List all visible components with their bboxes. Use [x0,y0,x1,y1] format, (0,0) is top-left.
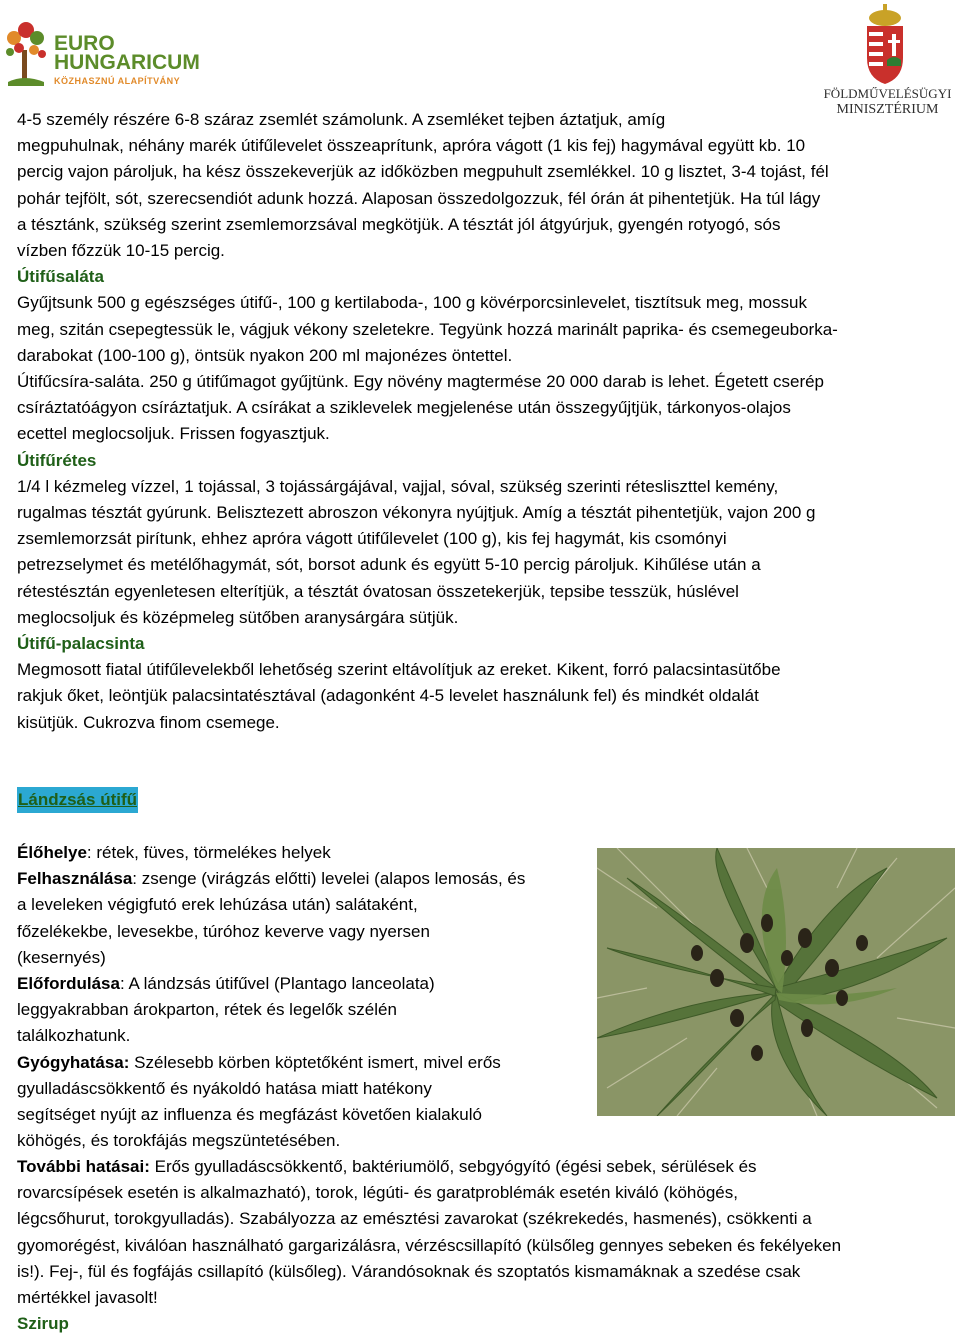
fact-text: találkozhatunk. [17,1026,131,1046]
plant-image [597,848,955,1116]
logo-text-alapitvany: KÖZHASZNÚ ALAPÍTVÁNY [54,76,181,86]
recipe-line: Gyűjtsunk 500 g egészséges útifű-, 100 g kertilaboda-, 100 g kövérporcsinlevelet, tisztítsuk meg, mossuk [17,293,807,313]
further-line: rovarcsípések esetén is alkalmazható), torok, légúti- és garatproblémák esetén kiváló (köhögés, [17,1183,738,1203]
recipe-line: petrezselymet és metélőhagymát, sót, borsot adunk és együtt 5-10 percig pároljuk. Kihűlése után a [17,555,761,575]
further-line: gyomorégést, kiválóan használható gargarizálásra, vérzéscsillapító (külsőleg gennyes sebeken és fekélyeken [17,1235,842,1255]
fact-usage [17,866,597,892]
logo-text-miniszterium: MINISZTÉRIUM [836,102,939,117]
logo-text-hungaricum: HUNGARICUM [54,51,200,74]
intro-line: a tésztánk, szükség szerint zsemlemorzsával megkötjük. A tésztát jól átgyúrjuk, gyengén rotyogó, sós [17,214,781,234]
intro-line: pohár tejfölt, sót, szerecsendiót adunk hozzá. Alaposan összedolgozzuk, fél órán át pihentetjük. Ha túl lágy [17,188,821,208]
fact-label: Gyógyhatása: [17,1052,130,1072]
fact-text: köhögés, és torokfájás megszüntetésében. [17,1131,341,1151]
further-line [17,1154,952,1180]
recipe-line: kisütjük. Cukrozva finom csemege. [17,712,280,732]
fact-label: Élőhelye [17,843,87,862]
heading-szirup: Szirup [17,1314,69,1334]
recipe-line: zsemlemorzsát pirítunk, ehhez apróra vágott útifűlevelet (100 g), kis fej hagymát, kis csomónyi [17,529,727,549]
logo-text-foldmuvelesugyi: FÖLDMŰVELÉSÜGYI [823,86,952,101]
intro-line: 4-5 személy részére 6-8 száraz zsemlét számolunk. A zsemléket tejben áztatjuk, amíg [17,110,666,129]
plant-facts [17,840,597,1154]
recipe-line: meglocsoljuk és középmeleg sütőben aranysárgára sütjük. [17,607,459,627]
fact-text: főzelékekbe, levesekbe, túróhoz keverve vagy nyersen [17,921,430,941]
recipe-heading-utifuretes: Útifűrétes [17,450,97,470]
coat-of-arms-icon [815,2,960,86]
ministry-logo [815,2,960,124]
recipes-block [17,107,947,736]
further-effects [17,1154,952,1337]
section-title: Lándzsás útifű [17,787,138,813]
recipe-line: ecettel meglocsoljuk. Frissen fogyasztjuk. [17,424,330,444]
recipe-line: rétestésztán egyenletesen elterítjük, a tésztát óvatosan összetekerjük, tepsibe tesszük, húslével [17,581,739,601]
recipe-line: Megmosott fiatal útifűlevelekből lehetőség szerint eltávolítjuk az ereket. Kikent, forró palacsintasütőbe [17,660,781,680]
plantago-photo [597,848,955,1116]
further-text: Erős gyulladáscsökkentő, baktériumölő, sebgyógyító (égési sebek, sérülések és [154,1157,757,1176]
fact-text: segítséget nyújt az influenza és megfázást követően kialakuló [17,1105,482,1125]
fact-sep: : [86,843,97,862]
recipe-line: meg, szitán csepegtessük le, vágjuk vékony szeletekre. Tegyünk hozzá marinált paprika- és csemegeuborka- [17,319,838,339]
recipe-line: darabokat (100-100 g), öntsük nyakon 200 ml majonézes öntettel. [17,345,513,365]
fact-occurrence [17,971,597,997]
further-line: mértékkel javasolt! [17,1288,158,1308]
fact-text: (kesernyés) [17,947,106,967]
fact-label: Felhasználása [17,869,133,889]
further-line: légcsőhurut, torokgyulladás). Szabályozza az emésztési zavarokat (székrekedés, hasmenés), csökkenti a [17,1209,812,1229]
recipe-line: rugalmas tésztát gyúrunk. Belisztezett abroszon vékonyra nyújtjuk. Amíg a tésztát pihentetjük, vajon 200 g [17,503,816,523]
recipe-line: csíráztatóágyon csíráztatjuk. A csírákat a sziklevelek megjelenése után összegyűjtjük, tárkonyos-olajos [17,398,791,418]
fact-text: a leveleken végigfutó erek lehúzása után) salátaként, [17,895,418,915]
fact-sep: : [119,974,129,994]
intro-line: megpuhulnak, néhány marék útifűlevelet összeaprítunk, apróra vágott (1 kis fej) hagymával együtt kb. 10 [17,136,806,156]
fact-medicinal [17,1050,597,1076]
fact-text: rétek, füves, törmelékes helyek [96,843,331,862]
fact-sep: : [132,869,142,889]
recipe-line: Útifűcsíra-saláta. 250 g útifűmagot gyűjtünk. Egy növény magtermése 20 000 darab is lehet. Égetett cserép [17,372,825,392]
recipe-heading-utifusalata: Útifűsaláta [17,267,104,287]
intro-line: vízben főzzük 10-15 percig. [17,241,225,261]
fact-habitat [17,840,597,866]
recipe-line: 1/4 l kézmeleg vízzel, 1 tojással, 3 tojássárgájával, vajjal, sóval, szükség szerinti rétesliszttel kemény, [17,476,779,496]
recipe-line: rakjuk őket, leöntjük palacsintatésztával (adagonként 4-5 levelet használunk fel) és mindkét oldalát [17,686,759,706]
fact-text: A lándzsás útifűvel (Plantago lanceolata) [128,974,435,994]
fact-text: zsenge (virágzás előtti) levelei (alapos lemosás, és [141,869,526,889]
intro-line: percig vajon pároljuk, ha kész összekeverjük az időközben megpuhult zsemlékkel. 10 g lisztet, 3-4 tojást, fél [17,162,829,182]
fact-text: gyulladáscsökkentő és nyákoldó hatása miatt hatékony [17,1078,432,1098]
further-line: is!). Fej-, fül és fogfájás csillapító (külsőleg). Várandósoknak és szoptatós kismamáknak a szedése csak [17,1261,801,1281]
logo-text-euro: EURO [54,32,115,55]
fact-label: Előfordulása [17,974,120,994]
fact-text: leggyakrabban árokparton, rétek és legelők szélén [17,1000,397,1020]
euro-hungaricum-logo [4,20,199,96]
further-label: További hatásai: [17,1157,150,1176]
fact-text: Szélesebb körben köptetőként ismert, mivel erős [134,1052,501,1072]
recipe-heading-palacsinta: Útifű-palacsinta [17,634,145,654]
